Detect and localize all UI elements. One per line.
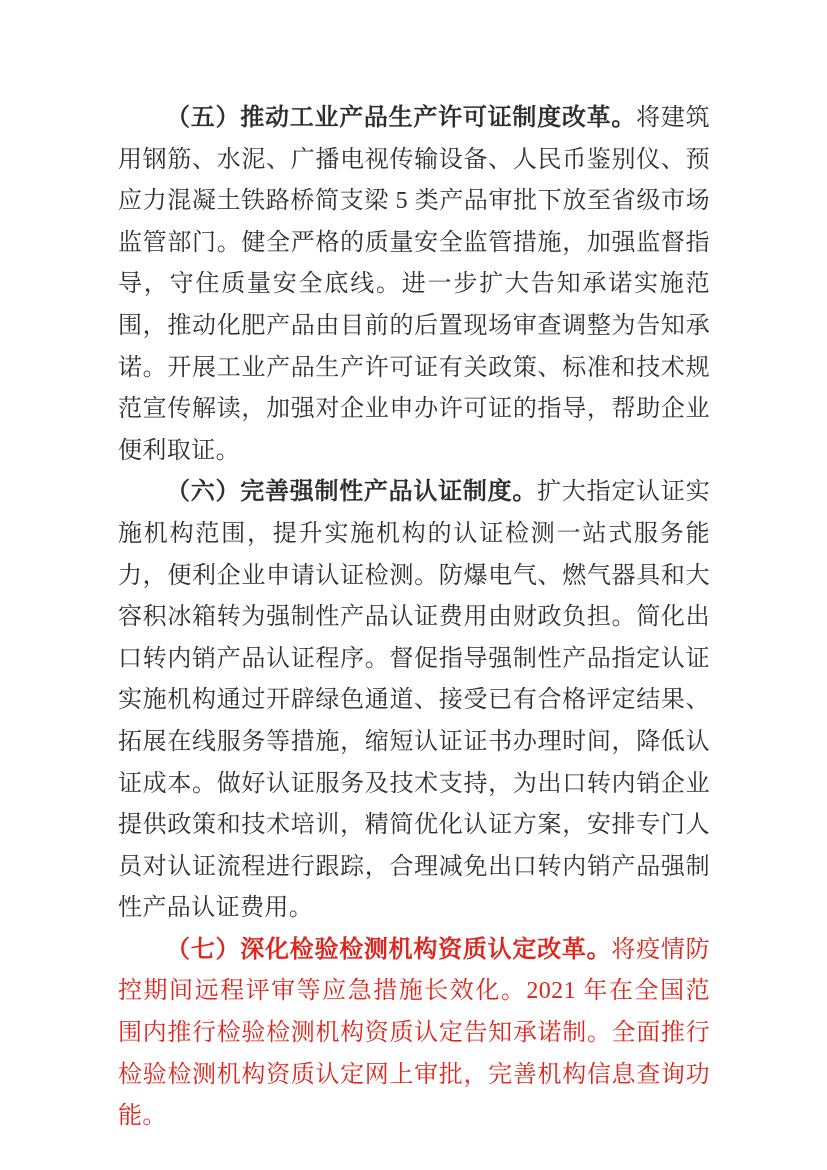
paragraph-section-5-body: 将建筑用钢筋、水泥、广播电视传输设备、人民币鉴别仪、预应力混凝土铁路桥简支梁 5 类产品审批下放至省级市场监管部门。健全严格的质量安全监管措施，加强监督指导，守住质量安全底线。进一步扩大告知承诺实施范围，推动化肥产品由目前的后置现场审查调整为告知承诺。开展工业产品生产许可证有关政策、标准和技术规范宣传解读，加强对企业申办许可证的指导，帮助企业便利取证。 (118, 105, 710, 464)
paragraph-section-5-heading: （五）推动工业产品生产许可证制度改革。 (166, 105, 637, 131)
paragraph-section-6-body: 扩大指定认证实施机构范围，提升实施机构的认证检测一站式服务能力，便利企业申请认证检测。防爆电气、燃气器具和大容积冰箱转为强制性产品认证费用由财政负担。简化出口转内销产品认证程序。督促指导强制性产品指定认证实施机构通过开辟绿色通道、接受已有合格评定结果、拓展在线服务等措施，缩短认证证书办理时间，降低认证成本。做好认证服务及技术支持，为出口转内销企业提供政策和技术培训，精简优化认证方案，安排专门人员对认证流程进行跟踪，合理减免出口转内销产品强制性产品认证费用。 (118, 479, 710, 922)
paragraph-section-6-heading: （六）完善强制性产品认证制度。 (166, 479, 538, 506)
paragraph-section-6 (118, 472, 710, 930)
paragraph-section-7-heading: （七）深化检验检测机构资质认定改革。 (166, 936, 612, 963)
paragraph-section-7-body: 将疫情防控期间远程评审等应急措施长效化。2021 年在全国范围内推行检验检测机构资质认定告知承诺制。全面推行检验检测机构资质认定网上审批，完善机构信息查询功能。 (118, 936, 710, 1130)
paragraph-section-7 (118, 930, 710, 1138)
paragraph-section-5 (118, 98, 710, 472)
